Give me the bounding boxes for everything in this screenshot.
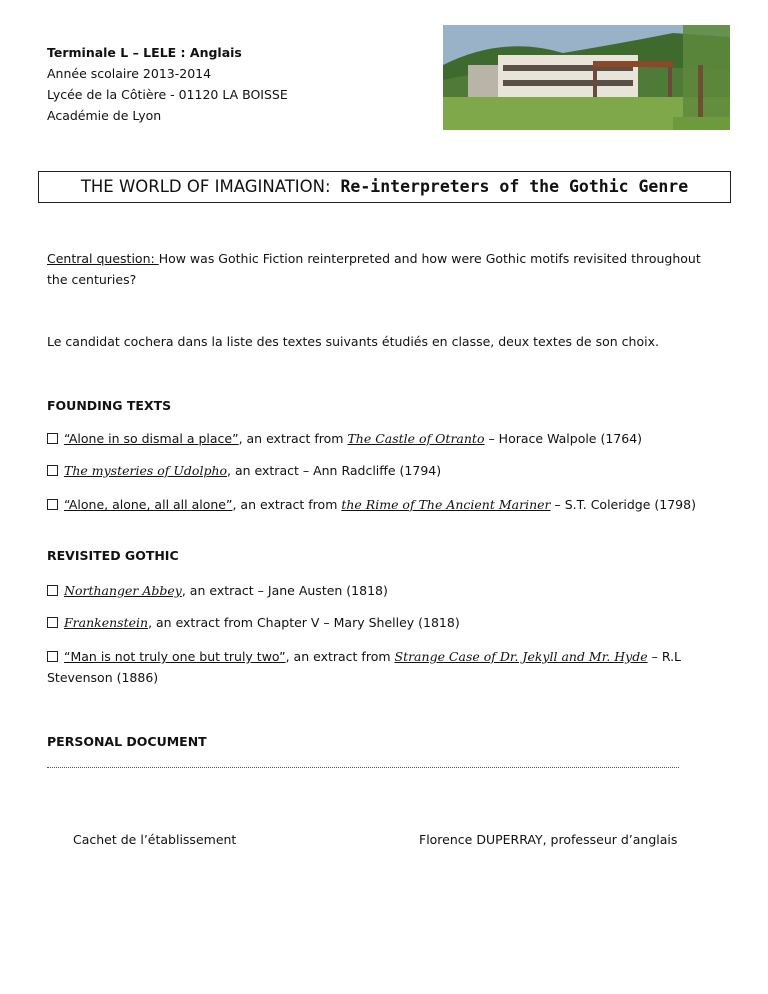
- item-work-title: Strange Case of Dr. Jekyll and Mr. Hyde: [394, 649, 648, 664]
- section-revisited-gothic: REVISITED GOTHIC: [47, 548, 179, 563]
- item-work-title: Northanger Abbey: [64, 583, 182, 598]
- school-building-image: [443, 25, 730, 130]
- checkbox-icon[interactable]: [47, 433, 58, 444]
- school-header: [47, 42, 288, 126]
- instruction-text: Le candidat cochera dans la liste des textes suivants étudiés en classe, deux textes de son choix.: [47, 334, 659, 349]
- list-item[interactable]: [47, 612, 723, 633]
- item-quote: “Alone in so dismal a place”: [64, 431, 239, 446]
- item-work-title: The Castle of Otranto: [347, 431, 485, 446]
- item-author: , an extract from Chapter V – Mary Shelley (1818): [148, 615, 460, 630]
- academy-name: Académie de Lyon: [47, 108, 162, 123]
- item-author: , an extract – Ann Radcliffe (1794): [227, 463, 442, 478]
- checkbox-icon[interactable]: [47, 585, 58, 596]
- list-item[interactable]: [47, 428, 723, 449]
- item-work-title: the Rime of The Ancient Mariner: [341, 497, 551, 512]
- teacher-signature-label: Florence DUPERRAY, professeur d’anglais: [419, 832, 678, 847]
- list-item[interactable]: [47, 646, 723, 688]
- central-question-text: How was Gothic Fiction reinterpreted and how were Gothic motifs revisited throughout the centuries?: [47, 251, 701, 287]
- checkbox-icon[interactable]: [47, 651, 58, 662]
- item-quote: “Man is not truly one but truly two”: [64, 649, 286, 664]
- item-work-title: The mysteries of Udolpho: [64, 463, 228, 478]
- school-name: Lycée de la Côtière - 01120 LA BOISSE: [47, 87, 288, 102]
- item-text: , an extract from: [232, 497, 342, 512]
- central-question: [47, 248, 707, 290]
- dotted-fill-line[interactable]: [47, 767, 679, 768]
- section-founding-texts: FOUNDING TEXTS: [47, 398, 172, 413]
- title-sub: Re-interpreters of the Gothic Genre: [330, 177, 689, 196]
- item-text: , an extract from: [285, 649, 395, 664]
- school-building-photo: [443, 25, 730, 130]
- item-author: – R.L Stevenson (1886): [47, 649, 682, 685]
- item-text: , an extract from: [238, 431, 348, 446]
- course-label: Terminale L – LELE : Anglais: [47, 45, 242, 60]
- list-item[interactable]: [47, 580, 723, 601]
- central-question-label: Central question:: [47, 251, 159, 266]
- checkbox-icon[interactable]: [47, 617, 58, 628]
- school-year: Année scolaire 2013-2014: [47, 66, 212, 81]
- item-quote: “Alone, alone, all all alone”: [64, 497, 233, 512]
- checkbox-icon[interactable]: [47, 499, 58, 510]
- list-item[interactable]: [47, 460, 723, 481]
- item-author: – Horace Walpole (1764): [484, 431, 643, 446]
- school-stamp-label: Cachet de l’établissement: [73, 832, 237, 847]
- checkbox-icon[interactable]: [47, 465, 58, 476]
- item-work-title: Frankenstein: [64, 615, 149, 630]
- title-main: THE WORLD OF IMAGINATION:: [80, 177, 331, 196]
- section-personal-document: PERSONAL DOCUMENT: [47, 734, 207, 749]
- item-author: , an extract – Jane Austen (1818): [181, 583, 388, 598]
- item-author: – S.T. Coleridge (1798): [550, 497, 696, 512]
- list-item[interactable]: [47, 494, 723, 515]
- page-title: [38, 171, 731, 203]
